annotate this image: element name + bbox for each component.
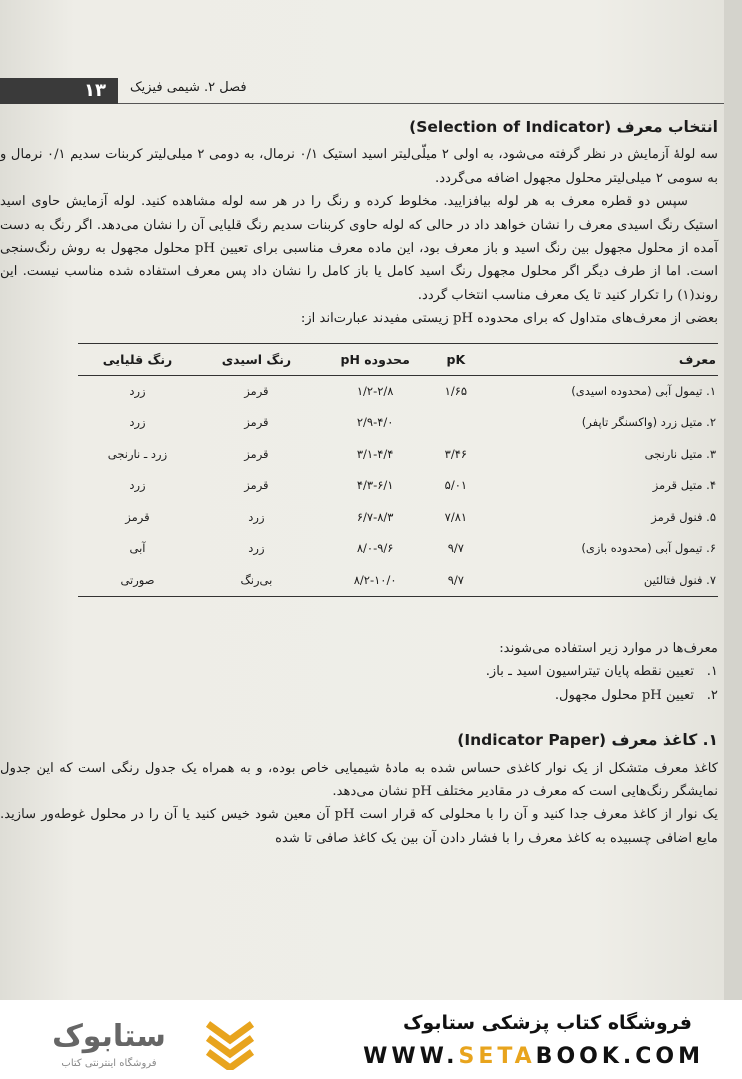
- cell-ph-range: ۱/۲-۲/۸: [356, 384, 394, 399]
- col-base-color: رنگ قلیایی: [78, 343, 197, 375]
- table-row: [78, 470, 718, 501]
- cell-base-color: زرد: [129, 478, 146, 493]
- cell-base-color: قرمز: [125, 509, 150, 524]
- table-row: [78, 439, 718, 470]
- cell-indicator: ۶. تیمول آبی (محدوده بازی): [581, 541, 716, 556]
- store-url[interactable]: [363, 1044, 704, 1069]
- paragraph-2: سپس دو قطره معرف به هر لوله بیافزایید. مخلوط کرده و رنگ را در هر سه لوله مشاهده کنید. لوله آزمایش حاوی اسید استیک رنگ اسیدی معرف را نشان خواهد داد در حالی که لوله حاوی کربنات سدیم رنگ قلیایی آن را نشان می‌دهد. اگر رنگ به دست آمده از محلول مجهول بین رنگ اسید و باز معرف بود، این ماده معرف مناسبی برای تعیین pH محلول مجهول به روش رنگ‌سنجی است. اما از طرف دیگر اگر محلول مجهول رنگ اسید کامل یا باز کامل را نشان داد پس معرف استفاده شده مناسب نیست. این روند(۱) را تکرار کنید تا یک معرف مناسب انتخاب گردد.: [0, 194, 719, 303]
- paragraph-4: کاغذ معرف متشکل از یک نوار کاغذی حساس شده به مادهٔ شیمیایی خاص بوده، و به همراه یک جدول رنگی است که این جدول نمایشگر رنگ‌هایی است که معرف در مقادیر مختلف pH نشان می‌دهد.: [0, 760, 718, 799]
- table-row: [78, 407, 718, 438]
- cell-indicator: ۵. فنول قرمز: [651, 509, 716, 524]
- section-title-en: (Selection of Indicator): [409, 118, 612, 136]
- col-ph-range: محدوده pH: [316, 343, 435, 375]
- list-number: ۲.: [706, 687, 718, 703]
- table-row: [78, 502, 718, 533]
- cell-acid-color: قرمز: [244, 478, 269, 493]
- table-header-row: [78, 343, 718, 375]
- list-item: [0, 660, 718, 683]
- cell-acid-color: قرمز: [244, 446, 269, 461]
- cell-ph-range: ۶/۷-۸/۳: [356, 509, 394, 524]
- header-rule: [118, 103, 724, 104]
- uses-list: [0, 637, 718, 707]
- logo-text: ستابوک: [52, 1019, 166, 1054]
- page-body: [0, 110, 718, 850]
- table-row: [78, 565, 718, 597]
- table-row: [78, 533, 718, 564]
- paragraph-5: یک نوار از کاغذ معرف جدا کنید و آن را با محلولی که قرار است pH آن معین شود خیس کنید یا آن را در محلول غوطه‌ور سازید. مایع اضافی چسبیده به کاغذ معرف را با فشار دادن آن بین یک کاغذ صافی تا شده: [0, 807, 718, 846]
- page-gutter: [724, 0, 742, 1000]
- uses-intro: معرف‌ها در موارد زیر استفاده می‌شوند:: [499, 640, 718, 656]
- cell-base-color: زرد: [129, 384, 146, 399]
- cell-acid-color: قرمز: [244, 415, 269, 430]
- cell-indicator: ۱. تیمول آبی (محدوده اسیدی): [571, 384, 716, 399]
- cell-base-color: زرد ـ نارنجی: [107, 446, 168, 461]
- list-number: ۱.: [706, 664, 718, 680]
- setabook-logo: [34, 1008, 184, 1072]
- cell-pk: ۹/۷: [435, 565, 478, 597]
- cell-acid-color: زرد: [248, 541, 265, 556]
- paragraph-3: بعضی از معرف‌های متداول که برای محدوده pH زیستی مفیدند عبارت‌اند از:: [300, 311, 718, 327]
- list-text: تعیین نقطه پایان تیتراسیون اسید ـ باز.: [485, 664, 694, 680]
- cell-base-color: آبی: [129, 541, 146, 556]
- cell-acid-color: زرد: [248, 509, 265, 524]
- cell-base-color: صورتی: [78, 565, 197, 597]
- section-title-fa: انتخاب معرف: [616, 118, 718, 136]
- col-indicator: معرف: [477, 343, 718, 375]
- section-title-fa: ۱. کاغذ معرف: [611, 731, 718, 750]
- paragraph-1: سه لولهٔ آزمایش در نظر گرفته می‌شود، به اولی ۲ میلّی‌لیتر اسید استیک ۰/۱ نرمال، به دومی ۲ میلی‌لیتر کربنات سدیم ۰/۱ نرمال و به سومی ۲ میلی‌لیتر محلول مجهول اضافه می‌گردد.: [0, 147, 719, 186]
- chapter-title: فصل ۲. شیمی فیزیک: [130, 80, 247, 95]
- cell-ph-range: ۲/۹-۴/۰: [356, 415, 394, 430]
- cell-ph-range: ۸/۲-۱۰/۰: [316, 565, 435, 597]
- cell-pk: ۳/۴۶: [444, 446, 468, 461]
- cell-acid-color: بی‌رنگ: [197, 565, 316, 597]
- section-heading-paper: [0, 729, 718, 752]
- cell-indicator: ۳. متیل نارنجی: [644, 446, 716, 461]
- cell-base-color: زرد: [129, 415, 146, 430]
- cell-pk: ۷/۸۱: [444, 509, 468, 524]
- cell-pk: ۱/۶۵: [444, 384, 468, 399]
- list-text: تعیین pH محلول مجهول.: [554, 687, 694, 703]
- url-part-c: BOOK.COM: [535, 1044, 704, 1069]
- store-footer: [0, 1000, 742, 1079]
- table-row: [78, 376, 718, 408]
- cell-pk: ۵/۰۱: [444, 478, 468, 493]
- page-number: ۱۳: [0, 78, 118, 104]
- cell-pk: [435, 407, 478, 438]
- page-header: [0, 78, 742, 106]
- cell-acid-color: قرمز: [244, 384, 269, 399]
- url-part-b: SETA: [458, 1044, 536, 1069]
- shop-name: فروشگاه کتاب پزشکی ستابوک: [402, 1012, 692, 1034]
- list-item: [0, 684, 718, 707]
- section-heading-selection: [0, 116, 718, 139]
- cell-indicator: ۷. فنول فتالئین: [477, 565, 718, 597]
- indicator-table: [78, 343, 718, 597]
- cell-ph-range: ۸/۰-۹/۶: [356, 541, 394, 556]
- logo-subtitle: فروشگاه اینترنتی کتاب: [61, 1058, 157, 1069]
- cell-ph-range: ۴/۳-۶/۱: [356, 478, 394, 493]
- section-title-en: (Indicator Paper): [457, 731, 607, 750]
- cell-ph-range: ۳/۱-۴/۴: [356, 446, 394, 461]
- cell-pk: ۹/۷: [447, 541, 464, 556]
- col-acid-color: رنگ اسیدی: [197, 343, 316, 375]
- url-part-a: WWW.: [363, 1044, 459, 1069]
- cell-indicator: ۴. متیل قرمز: [652, 478, 716, 493]
- book-chevron-icon: [200, 1014, 260, 1070]
- cell-indicator: ۲. متیل زرد (واکسنگر تاپفر): [581, 415, 716, 430]
- col-pk: pK: [435, 343, 478, 375]
